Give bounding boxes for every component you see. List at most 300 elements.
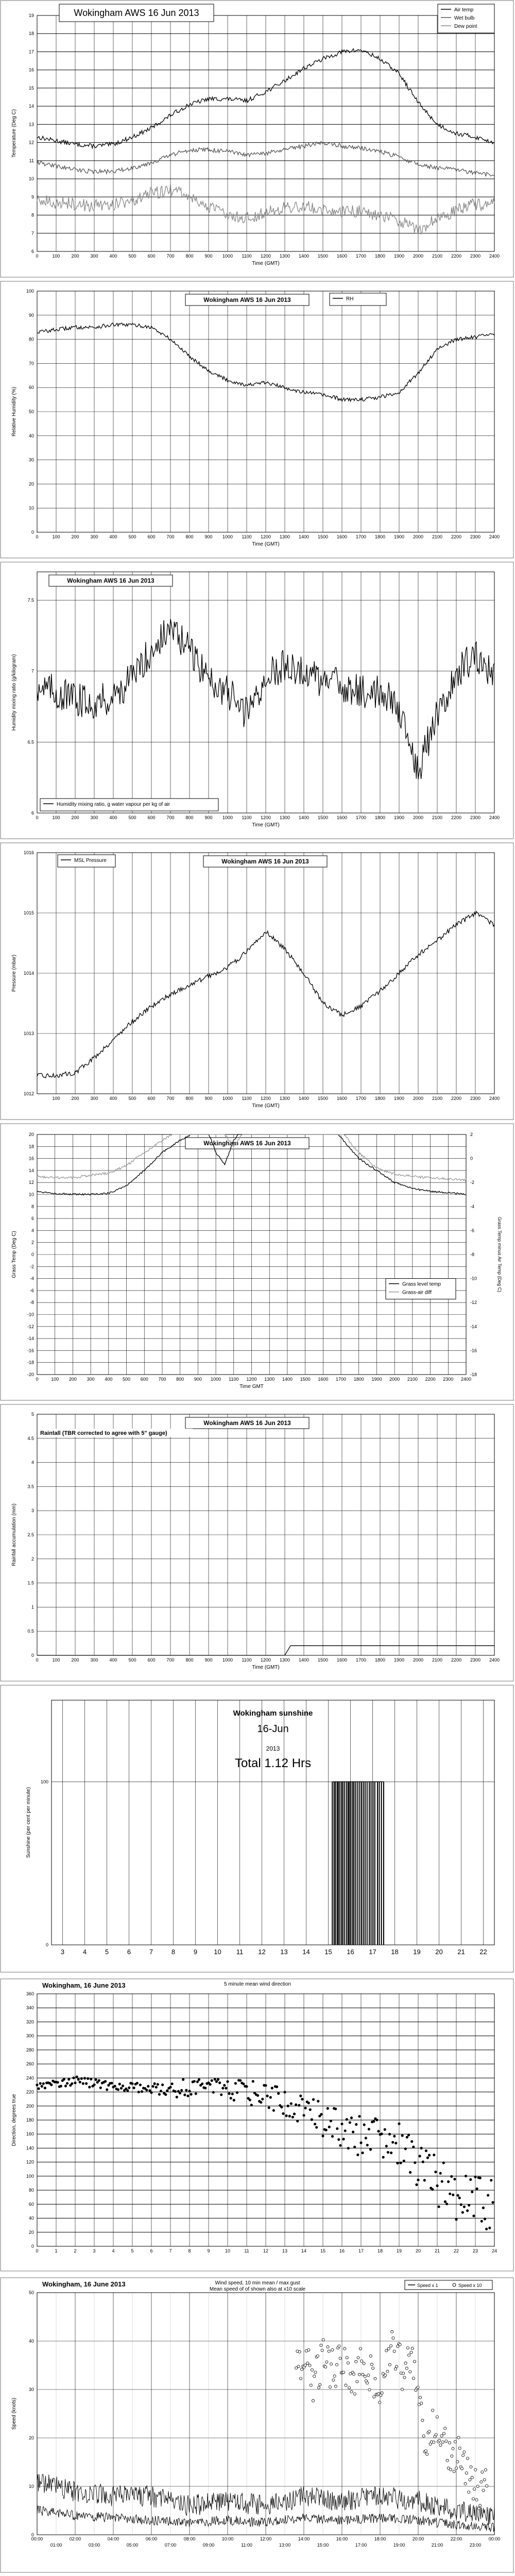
speed-x10-point: [440, 2434, 443, 2437]
speed-x10-point: [433, 2441, 435, 2444]
x-tick-label: 600: [147, 1657, 156, 1663]
direction-point: [277, 2092, 280, 2095]
speed-x10-point: [312, 2399, 314, 2402]
x-tick-label: 15:00: [317, 2543, 329, 2548]
speed-x10-point: [319, 2383, 321, 2386]
x-tick-label: 1800: [374, 815, 386, 820]
x-tick-label: 200: [68, 1377, 77, 1382]
speed-x10-point: [436, 2416, 438, 2418]
x-tick-label: 24: [491, 2248, 497, 2253]
direction-point: [460, 2204, 462, 2206]
direction-point: [226, 2080, 229, 2083]
x-tick-label: 100: [51, 1377, 59, 1382]
direction-point: [104, 2080, 107, 2082]
direction-point: [491, 2201, 494, 2204]
direction-point: [461, 2211, 464, 2214]
speed-x10-point: [451, 2455, 453, 2458]
chart-subtitle: 16-Jun: [257, 1723, 289, 1735]
x-tick-label: 1400: [298, 534, 310, 539]
x-tick-label: 1600: [318, 1377, 329, 1382]
speed-x10-point: [373, 2396, 375, 2398]
y-axis-label: Speed (knots): [11, 2397, 17, 2430]
x-tick-label: 2200: [451, 815, 462, 820]
y-tick-label: 0: [31, 530, 34, 535]
speed-x10-point: [333, 2375, 336, 2377]
speed-x10-point: [464, 2482, 467, 2485]
direction-point: [485, 2228, 488, 2230]
direction-point: [67, 2078, 70, 2080]
speed-x10-point: [356, 2380, 358, 2383]
direction-point: [312, 2098, 315, 2101]
x-tick-label: 0: [36, 1377, 39, 1382]
direction-point: [57, 2081, 59, 2083]
direction-point: [231, 2093, 234, 2095]
y-tick-label: 4.5: [27, 1435, 34, 1441]
y-tick-label: 50: [28, 2290, 34, 2295]
x-tick-label: 1900: [393, 1096, 405, 1101]
direction-point: [450, 2175, 453, 2178]
speed-x10-point: [387, 2347, 390, 2350]
direction-point: [150, 2091, 152, 2094]
direction-point: [327, 2107, 329, 2110]
direction-point: [414, 2161, 416, 2164]
direction-point: [83, 2077, 86, 2079]
pressure-chart-panel: [0, 842, 515, 1121]
direction-point: [79, 2081, 81, 2083]
y2-tick-label: -12: [470, 1300, 477, 1306]
direction-point: [131, 2082, 133, 2085]
x-tick-label: 8: [171, 1948, 176, 1956]
x-tick-label: 1700: [355, 253, 367, 259]
y-tick-label: 2: [31, 1556, 34, 1562]
x-tick-label: 0: [36, 2248, 39, 2253]
direction-point: [298, 2104, 300, 2107]
direction-point: [426, 2157, 429, 2159]
x-tick-label: 900: [194, 1377, 202, 1382]
x-tick-label: 2400: [489, 534, 500, 539]
y-tick-label: 13: [28, 122, 34, 127]
y-tick-label: 160: [26, 2131, 34, 2137]
direction-point: [126, 2089, 129, 2092]
temperature-chart-panel: [0, 0, 515, 278]
x-tick-label: 12: [258, 1948, 266, 1956]
x-tick-label: 1800: [374, 534, 386, 539]
direction-point: [299, 2095, 302, 2097]
y-tick-label: 320: [26, 2019, 34, 2025]
speed-x10-point: [462, 2454, 465, 2456]
x-tick-label: 11: [244, 2248, 249, 2253]
x-tick-label: 14: [302, 1948, 310, 1956]
direction-point: [201, 2082, 203, 2085]
direction-point: [349, 2121, 351, 2124]
speed-x10-point: [426, 2453, 428, 2455]
x-tick-label: 1000: [222, 1096, 233, 1101]
x-tick-label: 800: [176, 1377, 184, 1382]
speed-x10-point: [298, 2350, 301, 2353]
x-tick-label: 07:00: [164, 2543, 177, 2548]
x-tick-label: 2200: [451, 534, 462, 539]
x-tick-label: 2300: [443, 1377, 454, 1382]
y2-tick-label: -14: [470, 1324, 477, 1329]
direction-point: [320, 2113, 322, 2115]
y-tick-label: 300: [26, 2033, 34, 2039]
wind-speed-chart: [0, 2277, 515, 2573]
direction-point: [66, 2082, 68, 2084]
speed-x10-point: [438, 2439, 441, 2442]
direction-point: [139, 2083, 142, 2086]
direction-point: [136, 2082, 139, 2084]
speed-x10-point: [379, 2401, 381, 2404]
legend-label: Grass-air diff: [402, 1290, 432, 1296]
y-tick-label: 360: [26, 1991, 34, 1996]
x-tick-label: 300: [90, 1657, 98, 1663]
x-tick-label: 1500: [300, 1377, 311, 1382]
x-tick-label: 2000: [413, 253, 424, 259]
direction-point: [442, 2161, 445, 2164]
x-tick-label: 800: [185, 253, 194, 259]
speed-x10-point: [299, 2377, 302, 2380]
direction-point: [141, 2090, 143, 2093]
x-tick-label: 4: [82, 1948, 87, 1956]
x-tick-label: 20: [415, 2248, 421, 2253]
direction-point: [82, 2082, 84, 2085]
direction-point: [458, 2197, 461, 2199]
x-tick-label: 1200: [260, 253, 271, 259]
direction-point: [212, 2091, 215, 2094]
direction-point: [444, 2200, 447, 2203]
speed-x10-point: [410, 2351, 413, 2353]
direction-point: [282, 2112, 284, 2115]
x-tick-label: 2300: [470, 253, 481, 259]
x-tick-label: 00:00: [488, 2536, 501, 2541]
speed-x10-point: [454, 2441, 456, 2443]
speed-x10-point: [466, 2457, 469, 2460]
x-tick-label: 1200: [260, 1096, 271, 1101]
wind-speed-chart-panel: [0, 2277, 515, 2573]
y-tick-label: 240: [26, 2075, 34, 2081]
legend-label: MSL Pressure: [74, 858, 107, 863]
x-tick-label: 1800: [374, 1096, 386, 1101]
x-tick-label: 800: [185, 1096, 194, 1101]
x-tick-label: 200: [71, 534, 79, 539]
direction-point: [74, 2081, 76, 2084]
x-tick-label: 500: [128, 815, 136, 820]
direction-point: [391, 2141, 394, 2144]
x-tick-label: 1700: [355, 815, 367, 820]
direction-point: [403, 2160, 405, 2162]
direction-point: [452, 2194, 454, 2196]
speed-x10-point: [342, 2371, 345, 2374]
direction-point: [425, 2149, 427, 2152]
direction-point: [285, 2114, 288, 2117]
speed-x10-point: [328, 2350, 330, 2352]
x-tick-label: 1600: [336, 253, 348, 259]
x-tick-label: 800: [185, 534, 194, 539]
direction-point: [384, 2128, 386, 2131]
y-tick-label: 19: [28, 13, 34, 18]
direction-point: [193, 2080, 196, 2082]
x-tick-label: 1800: [374, 253, 386, 259]
x-tick-label: 5: [131, 2248, 134, 2253]
x-tick-label: 2: [74, 2248, 77, 2253]
chart-title: Wokingham AWS 16 Jun 2013: [74, 8, 199, 18]
direction-point: [445, 2202, 448, 2205]
y-axis-label: Sunshine (per cent per minute): [26, 1787, 31, 1858]
direction-point: [38, 2087, 40, 2090]
y-tick-label: 1013: [23, 1031, 34, 1036]
speed-x10-point: [329, 2386, 331, 2388]
sunshine-chart: [0, 1685, 515, 1973]
x-tick-label: 1100: [242, 815, 252, 820]
x-tick-label: 700: [166, 534, 175, 539]
x-tick-label: 1400: [298, 1657, 310, 1663]
speed-x10-point: [401, 2388, 403, 2391]
x-tick-label: 1200: [260, 1657, 271, 1663]
direction-point: [439, 2172, 442, 2175]
y-tick-label: 70: [28, 361, 34, 366]
direction-point: [245, 2085, 248, 2088]
direction-point: [355, 2123, 357, 2126]
y2-tick-label: -8: [470, 1252, 475, 1257]
direction-point: [218, 2081, 221, 2084]
x-tick-label: 1500: [317, 253, 329, 259]
direction-point: [488, 2227, 491, 2229]
direction-point: [388, 2133, 391, 2136]
y-tick-label: 100: [26, 2173, 34, 2179]
speed-x10-point: [456, 2461, 459, 2463]
legend-box: [330, 293, 386, 306]
speed-x10-point: [359, 2347, 362, 2350]
speed-x10-point: [481, 2471, 484, 2473]
direction-point: [474, 2176, 476, 2178]
direction-point: [153, 2082, 156, 2085]
y-tick-label: 1015: [23, 910, 34, 916]
direction-point: [401, 2134, 404, 2137]
legend-swatch: [453, 2283, 456, 2286]
y-tick-label: 3.5: [27, 1484, 34, 1489]
direction-point: [331, 2135, 334, 2138]
x-tick-label: 1300: [264, 1377, 275, 1382]
direction-point: [347, 2147, 350, 2149]
speed-x10-point: [435, 2433, 437, 2436]
y-tick-label: 6: [31, 249, 34, 254]
x-tick-label: 600: [147, 815, 156, 820]
speed-x10-point: [420, 2402, 423, 2404]
y-tick-label: 1.5: [27, 1580, 34, 1586]
direction-point: [449, 2193, 451, 2195]
x-tick-label: 6: [150, 2248, 153, 2253]
y-tick-label: 10: [28, 176, 34, 182]
y-tick-label: 16: [28, 1156, 34, 1161]
direction-point: [472, 2214, 475, 2217]
direction-point: [157, 2083, 159, 2086]
x-tick-label: 15: [320, 2248, 326, 2253]
relative-humidity-chart: [0, 281, 515, 559]
x-tick-label: 900: [204, 534, 213, 539]
x-tick-label: 9: [207, 2248, 210, 2253]
y-tick-label: 140: [26, 2145, 34, 2151]
plot-area: [52, 1700, 494, 1945]
direction-point: [250, 2104, 253, 2106]
x-tick-label: 08:00: [183, 2536, 196, 2541]
speed-x10-point: [350, 2391, 353, 2393]
x-tick-label: 1400: [298, 1096, 310, 1101]
direction-point: [396, 2162, 399, 2164]
y-tick-label: 2: [31, 1240, 34, 1245]
speed-x10-point: [448, 2442, 451, 2444]
x-axis-label: Time (GMT): [252, 1665, 280, 1670]
chart-title: Wokingham AWS 16 Jun 2013: [203, 296, 291, 303]
direction-point: [95, 2078, 97, 2081]
x-tick-label: 16: [347, 1948, 354, 1956]
direction-point: [114, 2085, 116, 2088]
y-tick-label: 1014: [23, 971, 34, 976]
direction-point: [195, 2092, 197, 2095]
y-tick-label: 0: [31, 2244, 34, 2249]
chart-title: Wokingham AWS 16 Jun 2013: [203, 1140, 291, 1147]
y-tick-label: 8: [31, 1204, 34, 1209]
x-tick-label: 19:00: [393, 2543, 405, 2548]
legend-label: Dew point: [454, 24, 477, 29]
x-tick-label: 20:00: [412, 2536, 424, 2541]
y-tick-label: 80: [28, 336, 34, 342]
x-tick-label: 23: [472, 2248, 478, 2253]
y-tick-label: 1012: [23, 1091, 34, 1096]
speed-x10-point: [344, 2347, 346, 2350]
legend-label: RH: [346, 296, 354, 302]
y-axis-label: Pressure (mbar): [11, 954, 17, 992]
legend-label: Speed x 1: [417, 2283, 438, 2288]
speed-x10-point: [457, 2436, 460, 2439]
x-tick-label: 1400: [298, 815, 310, 820]
speed-x10-point: [372, 2367, 374, 2369]
x-tick-label: 200: [71, 1096, 79, 1101]
direction-point: [228, 2092, 231, 2095]
speed-x10-point: [483, 2479, 486, 2481]
direction-point: [368, 2128, 370, 2130]
direction-point: [433, 2154, 435, 2156]
direction-point: [362, 2151, 364, 2154]
direction-point: [93, 2083, 95, 2086]
x-tick-label: 2100: [432, 1096, 443, 1101]
speed-x10-point: [404, 2362, 407, 2364]
x-tick-label: 800: [185, 815, 194, 820]
direction-point: [346, 2118, 348, 2121]
wind-direction-chart: [0, 1978, 515, 2272]
y-tick-label: 16: [28, 67, 34, 73]
chart-title: Wokingham sunshine: [233, 1709, 313, 1718]
direction-point: [422, 2161, 424, 2163]
x-tick-label: 200: [71, 1657, 79, 1663]
speed-x10-point: [450, 2468, 452, 2471]
speed-x10-point: [409, 2370, 411, 2373]
direction-point: [302, 2114, 305, 2116]
direction-point: [434, 2171, 437, 2173]
direction-point: [283, 2091, 286, 2093]
direction-point: [272, 2109, 275, 2112]
speed-x10-point: [391, 2330, 393, 2333]
direction-point: [138, 2091, 140, 2093]
speed-x10-point: [320, 2344, 322, 2347]
direction-point: [39, 2082, 42, 2084]
x-tick-label: 14: [301, 2248, 307, 2253]
direction-point: [309, 2108, 312, 2111]
x-tick-label: 100: [52, 253, 60, 259]
direction-point: [183, 2094, 186, 2096]
x-tick-label: 03:00: [88, 2543, 100, 2548]
direction-point: [412, 2146, 415, 2148]
x-tick-label: 1300: [279, 534, 290, 539]
speed-x10-point: [432, 2409, 434, 2412]
x-tick-label: 2400: [489, 1657, 500, 1663]
x-tick-label: 1600: [336, 534, 348, 539]
direction-point: [409, 2171, 411, 2174]
direction-point: [463, 2206, 466, 2208]
speed-x10-point: [308, 2364, 311, 2367]
x-tick-label: 500: [128, 1657, 136, 1663]
direction-point: [223, 2084, 226, 2087]
direction-point: [479, 2177, 482, 2179]
rainfall-chart-panel: [0, 1404, 515, 1682]
y-tick-label: 340: [26, 2005, 34, 2011]
direction-point: [77, 2078, 80, 2081]
y-tick-label: 12: [28, 140, 34, 145]
x-tick-label: 400: [109, 534, 117, 539]
direction-point: [152, 2085, 154, 2088]
y-tick-label: 20: [28, 2435, 34, 2441]
y2-tick-label: 2: [470, 1132, 473, 1137]
direction-point: [400, 2162, 402, 2164]
x-tick-label: 2100: [407, 1377, 418, 1382]
y-tick-label: 0.5: [27, 1629, 34, 1634]
y-tick-label: 8: [31, 212, 34, 218]
x-tick-label: 1200: [246, 1377, 257, 1382]
x-tick-label: 400: [109, 253, 117, 259]
direction-point: [215, 2080, 218, 2083]
x-tick-label: 1000: [211, 1377, 221, 1382]
x-tick-label: 21:00: [431, 2543, 443, 2548]
direction-point: [36, 2083, 38, 2086]
x-tick-label: 100: [52, 1657, 60, 1663]
speed-x10-point: [482, 2489, 485, 2492]
x-tick-label: 15: [324, 1948, 332, 1956]
y-tick-label: 0: [31, 1252, 34, 1257]
x-tick-label: 700: [166, 253, 175, 259]
y2-tick-label: -4: [470, 1204, 475, 1209]
speed-x10-point: [306, 2362, 309, 2364]
y-tick-label: -16: [27, 1348, 34, 1353]
direction-point: [295, 2104, 297, 2106]
x-tick-label: 1900: [393, 253, 405, 259]
speed-x10-point: [385, 2349, 388, 2352]
x-tick-label: 1900: [393, 1657, 405, 1663]
direction-point: [185, 2089, 187, 2092]
x-tick-label: 1900: [371, 1377, 382, 1382]
speed-x10-point: [460, 2467, 463, 2470]
x-tick-label: 900: [204, 1657, 213, 1663]
y-tick-label: 6.5: [27, 739, 34, 745]
speed-x10-point: [428, 2430, 431, 2433]
direction-point: [120, 2087, 123, 2090]
y2-tick-label: 0: [470, 1156, 473, 1161]
direction-point: [307, 2102, 310, 2104]
y-tick-label: 40: [28, 2338, 34, 2344]
direction-point: [356, 2154, 359, 2156]
speed-x10-point: [441, 2441, 444, 2444]
x-tick-label: 1000: [222, 253, 233, 259]
direction-point: [365, 2137, 367, 2139]
grass-temp-chart-panel: [0, 1123, 515, 1401]
